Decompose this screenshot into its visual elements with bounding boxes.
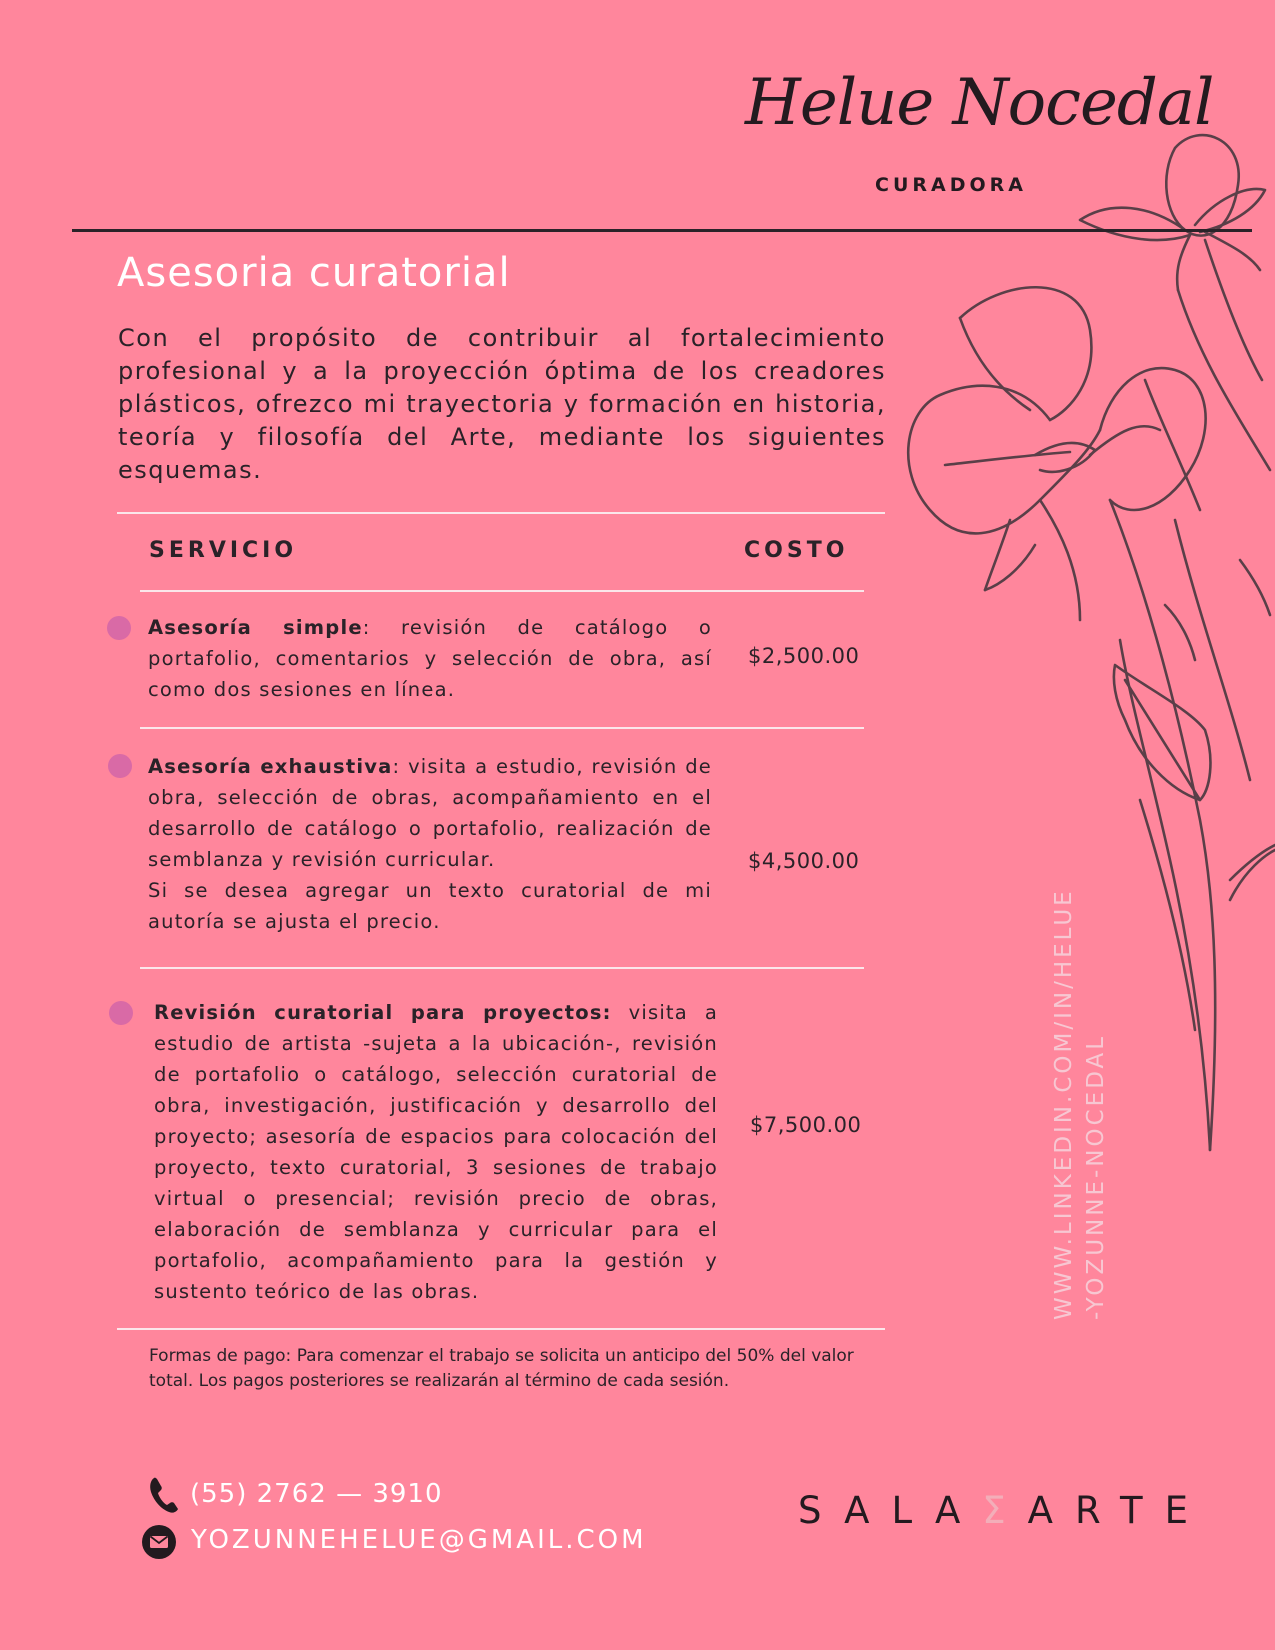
table-row xyxy=(154,997,718,1307)
service-description: : visita a estudio, revisión de obra, selección de obras, acompañamiento en el desarrollo de catálogo o portafolio, realización de semblanza y revisión curricular. xyxy=(148,755,713,871)
payment-note: Formas de pago: Para comenzar el trabajo se solicita un anticipo del 50% del valor total. Los pagos posteriores se realizarán al término de cada sesión. xyxy=(149,1346,854,1391)
row-divider xyxy=(140,967,864,969)
service-price: $2,500.00 xyxy=(748,644,860,668)
brand-role: CURADORA xyxy=(875,174,1027,196)
phone-icon xyxy=(148,1476,180,1514)
phone-number[interactable]: (55) 2762 — 3910 xyxy=(190,1479,443,1509)
table-row xyxy=(148,612,712,705)
page-title: Asesoria curatorial xyxy=(117,250,511,296)
service-name: Revisión curatorial para proyectos: xyxy=(154,1001,612,1024)
service-note: Si se desea agregar un texto curatorial de mi autoría se ajusta el precio. xyxy=(148,879,712,933)
linkedin-url-line2: -YOZUNNE-NOCEDAL xyxy=(1083,1033,1109,1320)
bullet-dot xyxy=(109,1001,133,1025)
logo-left: SALA xyxy=(798,1489,983,1532)
intro-paragraph: Con el propósito de contribuir al fortalecimiento profesional y a la proyección óptima de los creadores plásticos, ofrezco mi trayectoria y formación en historia, teoría y filosofía del Arte, mediante los siguientes esquemas. xyxy=(118,324,886,484)
service-name: Asesoría exhaustiva xyxy=(148,755,393,778)
bullet-dot xyxy=(107,616,131,640)
linkedin-url[interactable] xyxy=(1048,860,1112,1320)
logo-right: ARTE xyxy=(1027,1489,1210,1532)
column-header-cost: COSTO xyxy=(744,538,849,563)
service-description: : revisión de catálogo o portafolio, comentarios y selección de obra, así como dos sesiones en línea. xyxy=(148,616,712,701)
email-address[interactable]: YOZUNNEHELUE@GMAIL.COM xyxy=(191,1525,647,1555)
row-divider xyxy=(140,727,864,729)
table-header-rule xyxy=(140,590,864,592)
table-bottom-rule xyxy=(117,1328,885,1330)
table-top-rule xyxy=(117,512,885,514)
envelope-icon xyxy=(141,1524,177,1560)
bullet-dot xyxy=(108,754,132,778)
linkedin-url-line1: WWW.LINKEDIN.COM/IN/HELUE xyxy=(1051,888,1077,1320)
service-description: visita a estudio de artista -sujeta a la ubicación-, revisión de portafolio o catálogo, selección curatorial de obra, investigación, justificación y desarrollo del proyecto; asesoría de espacios para colocación del proyecto, texto curatorial, 3 sesiones de trabajo virtual o presencial; revisión precio de obras, elaboración de semblanza y curricular para el portafolio, acompañamiento para la gestión y sustento teórico de las obras. xyxy=(154,1001,718,1303)
brand-signature: Helue Nocedal xyxy=(745,66,1214,140)
sala-arte-logo xyxy=(798,1489,1210,1532)
service-name: Asesoría simple xyxy=(148,616,363,639)
column-header-service: SERVICIO xyxy=(149,538,298,563)
service-price: $7,500.00 xyxy=(750,1113,862,1137)
table-row xyxy=(148,751,712,937)
logo-mark: Ʃ xyxy=(982,1489,1028,1532)
service-price: $4,500.00 xyxy=(748,849,860,873)
header-divider xyxy=(72,229,1252,232)
